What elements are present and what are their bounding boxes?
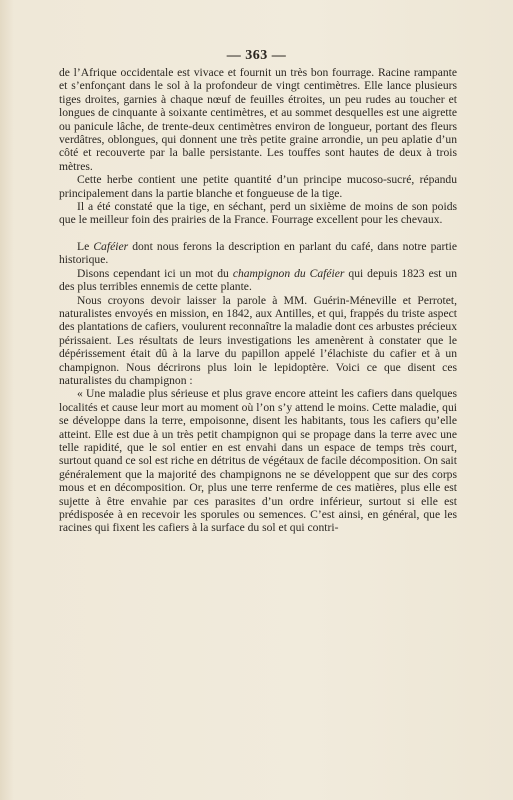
paragraph-7-quote xyxy=(59,387,457,534)
paragraph-gap xyxy=(59,227,457,240)
paragraph-4 xyxy=(59,240,457,267)
paragraph-6 xyxy=(59,294,457,388)
paragraph-1 xyxy=(59,66,457,173)
paragraph-4-text-a: Le xyxy=(77,239,94,253)
paragraph-6-text: Nous croyons devoir laisser la parole à MM. Guérin-Méneville et Perrotet, naturalistes envoyés en mission, en 1842, aux Antilles, et qui, frappés du triste aspect des plantations de cafiers, voulurent reconnaître la maladie dont ces arbustes précieux périssaient. Les résultats de leurs investigations les amenèrent à constater que le dépérissement était dû à la larve du papillon appelé l’élachiste du cafier et à un champignon. Nous décrirons plus loin le lepidoptère. Voici ce que disent ces naturalistes du champignon : xyxy=(59,293,457,387)
paragraph-3-text: Il a été constaté que la tige, en séchant, perd un sixième de moins de son poids que le meilleur foin des prairies de la France. Fourrage excellent pour les chevaux. xyxy=(59,200,457,227)
paragraph-4-text-b: dont nous ferons la description en parlant du café, dans notre partie historique. xyxy=(59,239,457,267)
paragraph-4-term-cafeier: Caféier xyxy=(93,239,129,253)
paragraph-5-text-b: qui depuis 1823 est un des plus terribles ennemis de cette plante. xyxy=(59,266,458,294)
page-number: — 363 — xyxy=(226,48,287,63)
body-text xyxy=(59,66,457,535)
paragraph-2 xyxy=(59,173,457,200)
paragraph-5-term-champignon: champignon du Caféier xyxy=(232,266,345,280)
paragraph-1-text: de l’Afrique occidentale est vivace et fournit un très bon fourrage. Racine rampante et s’enfonçant dans le sol à la profondeur de vingt centimètres. Elle lance plusieurs tiges droites, garnies à chaque nœuf de feuilles étroites, un peu rudes au toucher et longues de cinquante à soixante centimètres, et au sommet desquelles est une aigrette ou panicule lâche, de trente-deux centimètres environ de longueur, portant des fleurs verdâtres, oblongues, qui donnent une très petite graine arrondie, un peu aplatie d’un côté et recouverte par la balle persistante. Les touffes sont hautes de deux à trois mètres. xyxy=(59,66,457,173)
paragraph-3 xyxy=(59,200,457,227)
paragraph-7-text: « Une maladie plus sérieuse et plus grave encore atteint les cafiers dans quelques localités et cause leur mort au moment où l’on s’y attend le moins. Cette maladie, qui se développe dans la terre, empoisonne, disent les habitants, tous les cafiers qu’elle atteint. Elle est due à un très petit champignon qui se propage dans la terre avec une telle rapidité, que le sol entier en est envahi dans un espace de temps très court, surtout quand ce sol est riche en détritus de végétaux de facile décomposition. On sait généralement que la majorité des champignons ne se développent que sur des corps mous et en décomposition. Or, plus une terre renferme de ces matières, plus elle est sujette à être envahie par ces parasites d’un ordre inférieur, surtout si elle est prédisposée à en recevoir les sporules ou semences. C’est ainsi, en général, que les racines qui fixent les cafiers à la surface du sol et qui contri- xyxy=(59,387,457,535)
paragraph-2-text: Cette herbe contient une petite quantité d’un principe mucoso-sucré, répandu principalement dans la partie blanche et fongueuse de la tige. xyxy=(59,173,457,200)
paragraph-5-text-a: Disons cependant ici un mot du xyxy=(77,266,233,280)
paragraph-5 xyxy=(59,267,457,294)
